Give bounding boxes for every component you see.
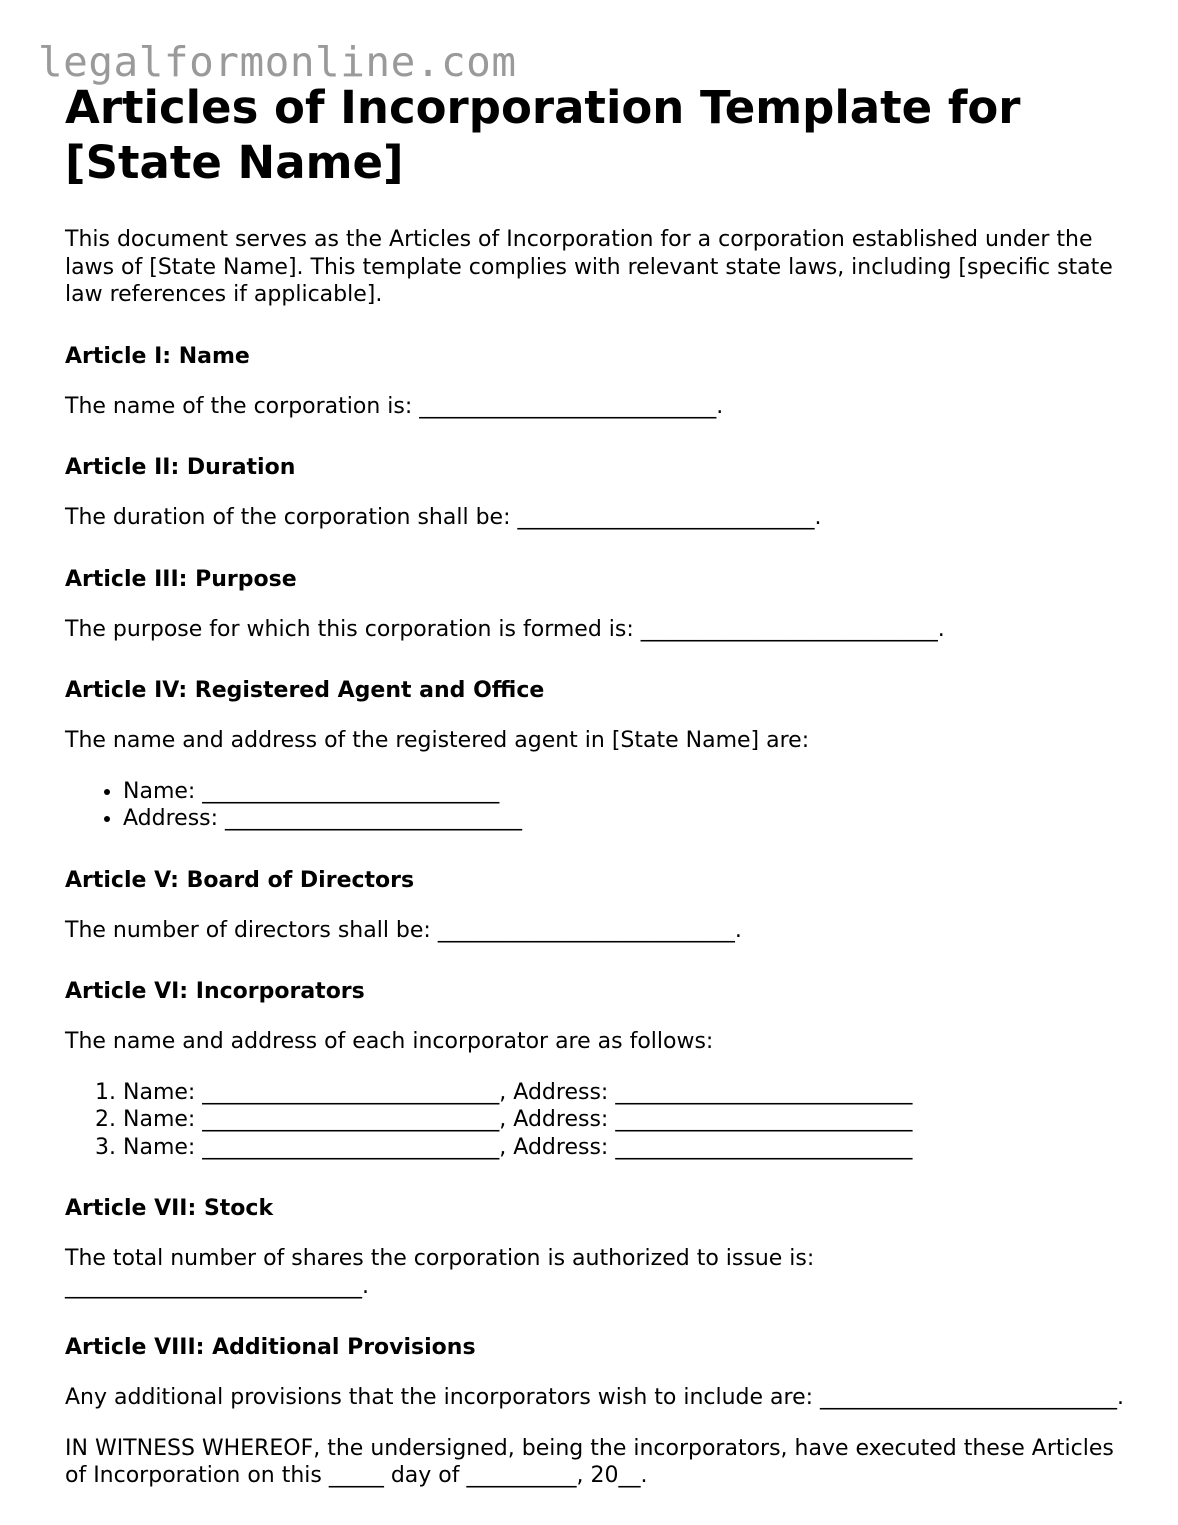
witness-clause: IN WITNESS WHEREOF, the undersigned, being the incorporators, have executed these Articles of Incorporation on this _____ day of __________, 20__. <box>65 1435 1114 1488</box>
document-body <box>65 80 1125 1490</box>
article-5-heading: Article V: Board of Directors <box>65 867 415 893</box>
incorporator-item-2: 2. Name: ___________________________, Address: ___________________________ <box>123 1106 1125 1134</box>
agent-address-item: • Address: ___________________________ <box>123 805 1125 833</box>
article-7-heading: Article VII: Stock <box>65 1196 274 1221</box>
article-4-heading: Article IV: Registered Agent and Office <box>65 678 545 703</box>
incorporator-list <box>65 1079 1125 1162</box>
article-6-text: The name and address of each incorporator are as follows: <box>65 1029 714 1054</box>
article-8-text: Any additional provisions that the incorporators wish to include are: ___________________________. <box>65 1385 1125 1410</box>
article-6-heading: Article VI: Incorporators <box>65 979 365 1004</box>
article-3-heading: Article III: Purpose <box>65 566 297 592</box>
article-7-text: The total number of shares the corporation is authorized to issue is: ___________________________. <box>65 1246 815 1299</box>
intro-paragraph: This document serves as the Articles of Incorporation for a corporation established under the laws of [State Name]. This template complies with relevant state laws, including [specific state law references if applicable]. <box>65 227 1113 307</box>
article-2-heading: Article II: Duration <box>65 455 296 480</box>
article-2-text: The duration of the corporation shall be: ___________________________. <box>65 505 822 530</box>
article-1-heading: Article I: Name <box>65 343 250 369</box>
article-1-text: The name of the corporation is: ___________________________. <box>65 393 724 419</box>
registered-agent-list <box>65 778 1125 833</box>
article-3-text: The purpose for which this corporation is formed is: ___________________________. <box>65 616 945 642</box>
agent-name-item: • Name: ___________________________ <box>123 778 1125 806</box>
site-watermark: legalformonline.com <box>38 38 517 86</box>
incorporator-item-3: 3. Name: ___________________________, Address: ___________________________ <box>123 1134 1125 1162</box>
document-title: Articles of Incorporation Template for [State Name] <box>65 81 1021 189</box>
incorporator-item-1: 1. Name: ___________________________, Address: ___________________________ <box>123 1079 1125 1107</box>
article-8-heading: Article VIII: Additional Provisions <box>65 1335 476 1360</box>
article-4-text: The name and address of the registered agent in [State Name] are: <box>65 728 810 753</box>
article-5-text: The number of directors shall be: ___________________________. <box>65 917 742 943</box>
